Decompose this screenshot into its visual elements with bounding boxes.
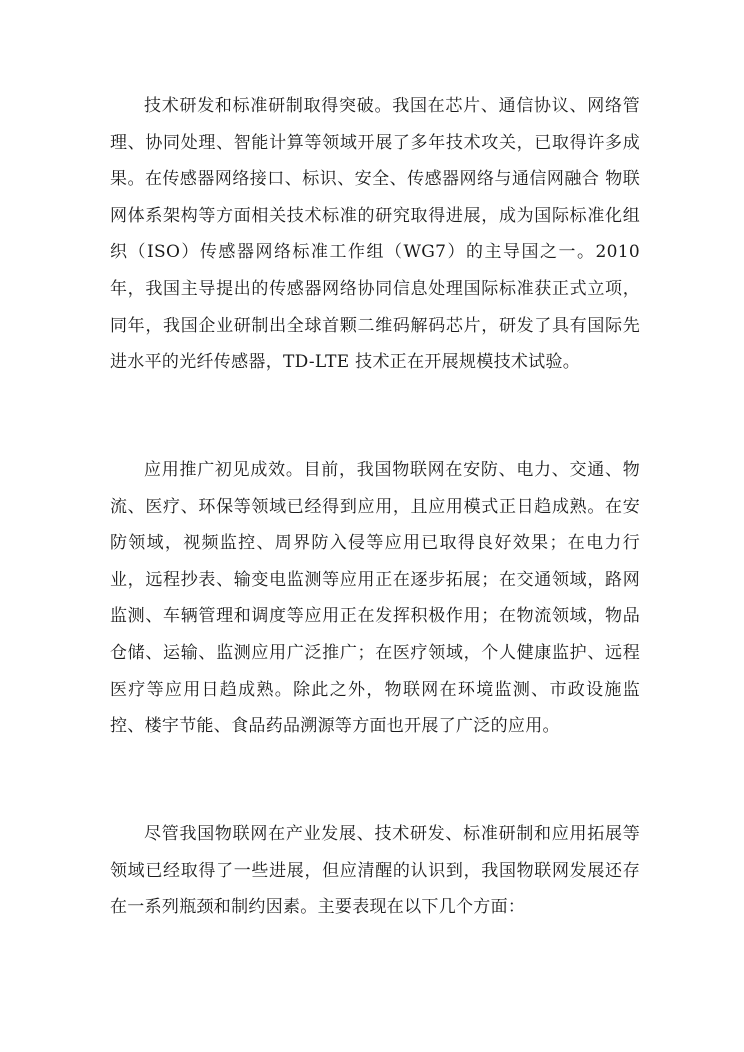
paragraph-bottlenecks-intro: 尽管我国物联网在产业发展、技术研发、标准研制和应用拓展等领域已经取得了一些进展，但应清醒的认识到，我国物联网发展还存在一系列瓶颈和制约因素。主要表现在以下几个方面：: [110, 824, 640, 918]
paragraph-application-promotion: 应用推广初见成效。目前，我国物联网在安防、电力、交通、物流、医疗、环保等领域已经得到应用，且应用模式正日趋成熟。在安防领域，视频监控、周界防入侵等应用已取得良好效果；在电力行业，远程抄表、输变电监测等应用正在逐步拓展；在交通领域，路网监测、车辆管理和调度等应用正在发挥积极作用；在物流领域，物品仓储、运输、监测应用广泛推广；在医疗领域，个人健康监护、远程医疗等应用日趋成熟。除此之外，物联网在环境监测、市政设施监控、楼宇节能、食品药品溯源等方面也开展了广泛的应用。: [110, 460, 640, 737]
paragraph-tech-standards: 技术研发和标准研制取得突破。我国在芯片、通信协议、网络管理、协同处理、智能计算等领域开展了多年技术攻关，已取得许多成果。在传感器网络接口、标识、安全、传感器网络与通信网融合 物联网体系架构等方面相关技术标准的研究取得进展，成为国际标准化组织（ISO）传感器网络标准工作组（WG7）的主导国之一。2010 年，我国主导提出的传感器网络协同信息处理国际标准获正式立项，同年，我国企业研制出全球首颗二维码解码芯片，研发了具有国际先进水平的光纤传感器，TD-LTE 技术正在开展规模技术试验。: [110, 96, 640, 373]
